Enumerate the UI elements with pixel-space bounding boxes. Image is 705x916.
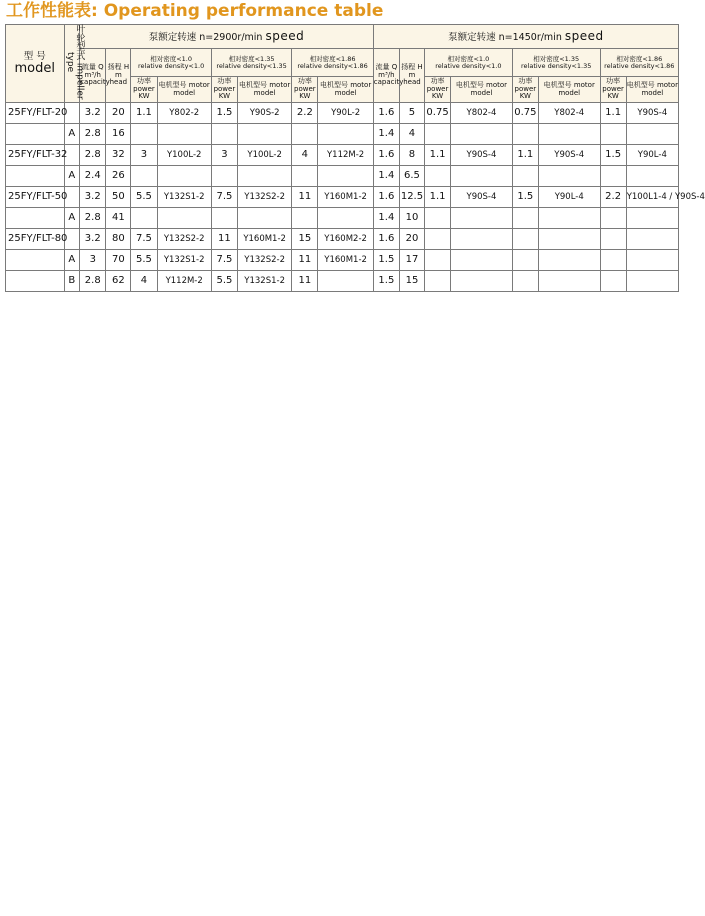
- value-cell: [538, 208, 600, 229]
- power-kw-header: 功率 power KW: [512, 77, 538, 103]
- value-cell: Y100L-2: [237, 145, 291, 166]
- page-title: 工作性能表: Operating performance table: [6, 1, 384, 21]
- value-cell: [157, 124, 211, 145]
- value-cell: 50: [106, 187, 131, 208]
- value-cell: 26: [106, 166, 131, 187]
- value-cell: 2.8: [80, 208, 106, 229]
- motor-model-header: 电机型号 motor model: [451, 77, 513, 103]
- value-cell: Y112M-2: [318, 145, 373, 166]
- value-cell: Y802-4: [538, 103, 600, 124]
- value-cell: 0.75: [425, 103, 451, 124]
- value-cell: Y90S-2: [237, 103, 291, 124]
- value-cell: [318, 124, 373, 145]
- value-cell: Y802-2: [157, 103, 211, 124]
- value-cell: [538, 124, 600, 145]
- performance-table: [5, 24, 705, 292]
- density-1-header-2: 相对密度<1.0 relative density<1.0: [425, 49, 513, 77]
- value-cell: 1.4: [373, 124, 399, 145]
- value-cell: 10: [399, 208, 424, 229]
- value-cell: [425, 271, 451, 292]
- model-cell: 25FY/FLT-32: [6, 145, 65, 166]
- motor-model-header: 电机型号 motor model: [237, 77, 291, 103]
- value-cell: [292, 124, 318, 145]
- value-cell: Y90S-4: [626, 103, 678, 124]
- value-cell: 6.5: [399, 166, 424, 187]
- value-cell: 1.1: [425, 187, 451, 208]
- value-cell: [131, 124, 157, 145]
- value-cell: 1.4: [373, 208, 399, 229]
- value-cell: 3.2: [80, 229, 106, 250]
- value-cell: 0.75: [512, 103, 538, 124]
- value-cell: [131, 166, 157, 187]
- value-cell: [237, 166, 291, 187]
- value-cell: [626, 229, 678, 250]
- value-cell: Y132S2-2: [157, 229, 211, 250]
- value-cell: [318, 166, 373, 187]
- value-cell: Y132S1-2: [157, 250, 211, 271]
- value-cell: [318, 208, 373, 229]
- performance-table-wrapper: [5, 24, 705, 912]
- table-row: [6, 187, 679, 208]
- value-cell: 32: [106, 145, 131, 166]
- model-cell: [6, 271, 65, 292]
- value-cell: [451, 250, 513, 271]
- table-row: [6, 103, 679, 124]
- value-cell: [425, 250, 451, 271]
- value-cell: 1.6: [373, 145, 399, 166]
- value-cell: [600, 124, 626, 145]
- motor-model-header: 电机型号 motor model: [538, 77, 600, 103]
- value-cell: 11: [211, 229, 237, 250]
- value-cell: 1.5: [373, 250, 399, 271]
- value-cell: [538, 229, 600, 250]
- value-cell: Y132S2-2: [237, 187, 291, 208]
- value-cell: Y112M-2: [157, 271, 211, 292]
- speed-2900-header: 泵额定转速 n=2900r/min speed: [80, 25, 374, 49]
- value-cell: 1.5: [373, 271, 399, 292]
- value-cell: [211, 208, 237, 229]
- value-cell: [626, 250, 678, 271]
- value-cell: [425, 208, 451, 229]
- motor-model-header: 电机型号 motor model: [318, 77, 373, 103]
- value-cell: 8: [399, 145, 424, 166]
- value-cell: 2.4: [80, 166, 106, 187]
- value-cell: [600, 229, 626, 250]
- value-cell: 80: [106, 229, 131, 250]
- value-cell: 1.1: [425, 145, 451, 166]
- value-cell: 3.2: [80, 187, 106, 208]
- value-cell: 2.8: [80, 145, 106, 166]
- model-cell: 25FY/FLT-80: [6, 229, 65, 250]
- value-cell: Y160M1-2: [318, 187, 373, 208]
- value-cell: [512, 124, 538, 145]
- value-cell: [292, 208, 318, 229]
- value-cell: 4: [399, 124, 424, 145]
- model-cell: [6, 166, 65, 187]
- value-cell: [237, 124, 291, 145]
- value-cell: [626, 208, 678, 229]
- value-cell: [451, 208, 513, 229]
- value-cell: 11: [292, 250, 318, 271]
- value-cell: [451, 166, 513, 187]
- impeller-cell: B: [64, 271, 80, 292]
- value-cell: Y90L-2: [318, 103, 373, 124]
- value-cell: 17: [399, 250, 424, 271]
- col-model-header: 型 号 model: [6, 25, 65, 103]
- value-cell: [451, 229, 513, 250]
- value-cell: Y132S1-2: [157, 187, 211, 208]
- value-cell: 2.2: [600, 187, 626, 208]
- density-1-header: 相对密度<1.0 relative density<1.0: [131, 49, 211, 77]
- impeller-cell: A: [64, 208, 80, 229]
- value-cell: 1.1: [512, 145, 538, 166]
- value-cell: 1.4: [373, 166, 399, 187]
- value-cell: [292, 166, 318, 187]
- value-cell: [512, 229, 538, 250]
- value-cell: Y132S1-2: [237, 271, 291, 292]
- value-cell: Y802-4: [451, 103, 513, 124]
- value-cell: 1.5: [600, 145, 626, 166]
- value-cell: 3: [131, 145, 157, 166]
- power-kw-header: 功率 power KW: [600, 77, 626, 103]
- value-cell: Y90S-4: [451, 187, 513, 208]
- power-kw-header: 功率 power KW: [425, 77, 451, 103]
- value-cell: 1.6: [373, 103, 399, 124]
- flow-header-2: 流量 Q m³/h capacity: [373, 49, 399, 103]
- value-cell: [211, 124, 237, 145]
- density-2-header-2: 相对密度<1.35 relative density<1.35: [512, 49, 600, 77]
- head-header-2: 扬程 H m head: [399, 49, 424, 103]
- head-header: 扬程 H m head: [106, 49, 131, 103]
- value-cell: [131, 208, 157, 229]
- value-cell: 20: [106, 103, 131, 124]
- value-cell: 2.2: [292, 103, 318, 124]
- value-cell: 1.1: [131, 103, 157, 124]
- value-cell: 41: [106, 208, 131, 229]
- value-cell: [538, 250, 600, 271]
- density-2-header: 相对密度<1.35 relative density<1.35: [211, 49, 291, 77]
- value-cell: [626, 124, 678, 145]
- impeller-cell: A: [64, 124, 80, 145]
- table-row: [6, 145, 679, 166]
- value-cell: [451, 124, 513, 145]
- value-cell: 1.5: [512, 187, 538, 208]
- value-cell: [600, 250, 626, 271]
- value-cell: Y132S2-2: [237, 250, 291, 271]
- power-kw-header: 功率 power KW: [131, 77, 157, 103]
- value-cell: [626, 271, 678, 292]
- value-cell: Y160M1-2: [318, 250, 373, 271]
- value-cell: [600, 166, 626, 187]
- value-cell: [512, 166, 538, 187]
- value-cell: Y90L-4: [538, 187, 600, 208]
- value-cell: [157, 166, 211, 187]
- value-cell: [425, 229, 451, 250]
- value-cell: 3.2: [80, 103, 106, 124]
- value-cell: [237, 208, 291, 229]
- value-cell: 2.8: [80, 124, 106, 145]
- value-cell: [157, 208, 211, 229]
- table-row: [6, 166, 679, 187]
- value-cell: 11: [292, 187, 318, 208]
- value-cell: 3: [80, 250, 106, 271]
- value-cell: 3: [211, 145, 237, 166]
- value-cell: 15: [399, 271, 424, 292]
- model-cell: 25FY/FLT-50: [6, 187, 65, 208]
- value-cell: 7.5: [211, 187, 237, 208]
- value-cell: 62: [106, 271, 131, 292]
- value-cell: [318, 271, 373, 292]
- value-cell: [425, 166, 451, 187]
- table-row: [6, 250, 679, 271]
- value-cell: 1.6: [373, 187, 399, 208]
- value-cell: 4: [292, 145, 318, 166]
- model-cell: 25FY/FLT-20: [6, 103, 65, 124]
- value-cell: 16: [106, 124, 131, 145]
- value-cell: [211, 166, 237, 187]
- value-cell: 5.5: [131, 187, 157, 208]
- model-cell: [6, 250, 65, 271]
- value-cell: 1.5: [211, 103, 237, 124]
- value-cell: Y160M1-2: [237, 229, 291, 250]
- model-cell: [6, 208, 65, 229]
- value-cell: 5.5: [211, 271, 237, 292]
- motor-model-header: 电机型号 motor model: [157, 77, 211, 103]
- motor-model-header: 电机型号 motor model: [626, 77, 678, 103]
- value-cell: 4: [131, 271, 157, 292]
- value-cell: Y100L1-4 / Y90S-4: [626, 187, 678, 208]
- impeller-cell: A: [64, 166, 80, 187]
- value-cell: 1.6: [373, 229, 399, 250]
- power-kw-header: 功率 power KW: [292, 77, 318, 103]
- value-cell: 5: [399, 103, 424, 124]
- table-row: [6, 271, 679, 292]
- value-cell: [600, 208, 626, 229]
- speed-1450-header: 泵额定转速 n=1450r/min speed: [373, 25, 678, 49]
- value-cell: [538, 166, 600, 187]
- value-cell: [538, 271, 600, 292]
- table-row: [6, 124, 679, 145]
- value-cell: 7.5: [131, 229, 157, 250]
- value-cell: 2.8: [80, 271, 106, 292]
- value-cell: 11: [292, 271, 318, 292]
- model-cell: [6, 124, 65, 145]
- value-cell: Y90L-4: [626, 145, 678, 166]
- value-cell: 20: [399, 229, 424, 250]
- value-cell: Y90S-4: [451, 145, 513, 166]
- value-cell: Y90S-4: [538, 145, 600, 166]
- value-cell: 15: [292, 229, 318, 250]
- density-3-header-2: 相对密度<1.86 relative density<1.86: [600, 49, 678, 77]
- impeller-cell: A: [64, 250, 80, 271]
- table-row: [6, 229, 679, 250]
- flow-header: 流量 Q m³/h capacity: [80, 49, 106, 103]
- value-cell: 12.5: [399, 187, 424, 208]
- value-cell: 7.5: [211, 250, 237, 271]
- power-kw-header: 功率 power KW: [211, 77, 237, 103]
- value-cell: Y100L-2: [157, 145, 211, 166]
- value-cell: [425, 124, 451, 145]
- value-cell: [512, 250, 538, 271]
- value-cell: Y160M2-2: [318, 229, 373, 250]
- value-cell: 70: [106, 250, 131, 271]
- density-3-header: 相对密度<1.86 relative density<1.86: [292, 49, 374, 77]
- table-row: [6, 208, 679, 229]
- value-cell: [451, 271, 513, 292]
- col-impeller-header: 叶轮型式 impeller type: [64, 25, 80, 103]
- value-cell: [600, 271, 626, 292]
- value-cell: [626, 166, 678, 187]
- value-cell: [512, 271, 538, 292]
- value-cell: 1.1: [600, 103, 626, 124]
- value-cell: 5.5: [131, 250, 157, 271]
- value-cell: [512, 208, 538, 229]
